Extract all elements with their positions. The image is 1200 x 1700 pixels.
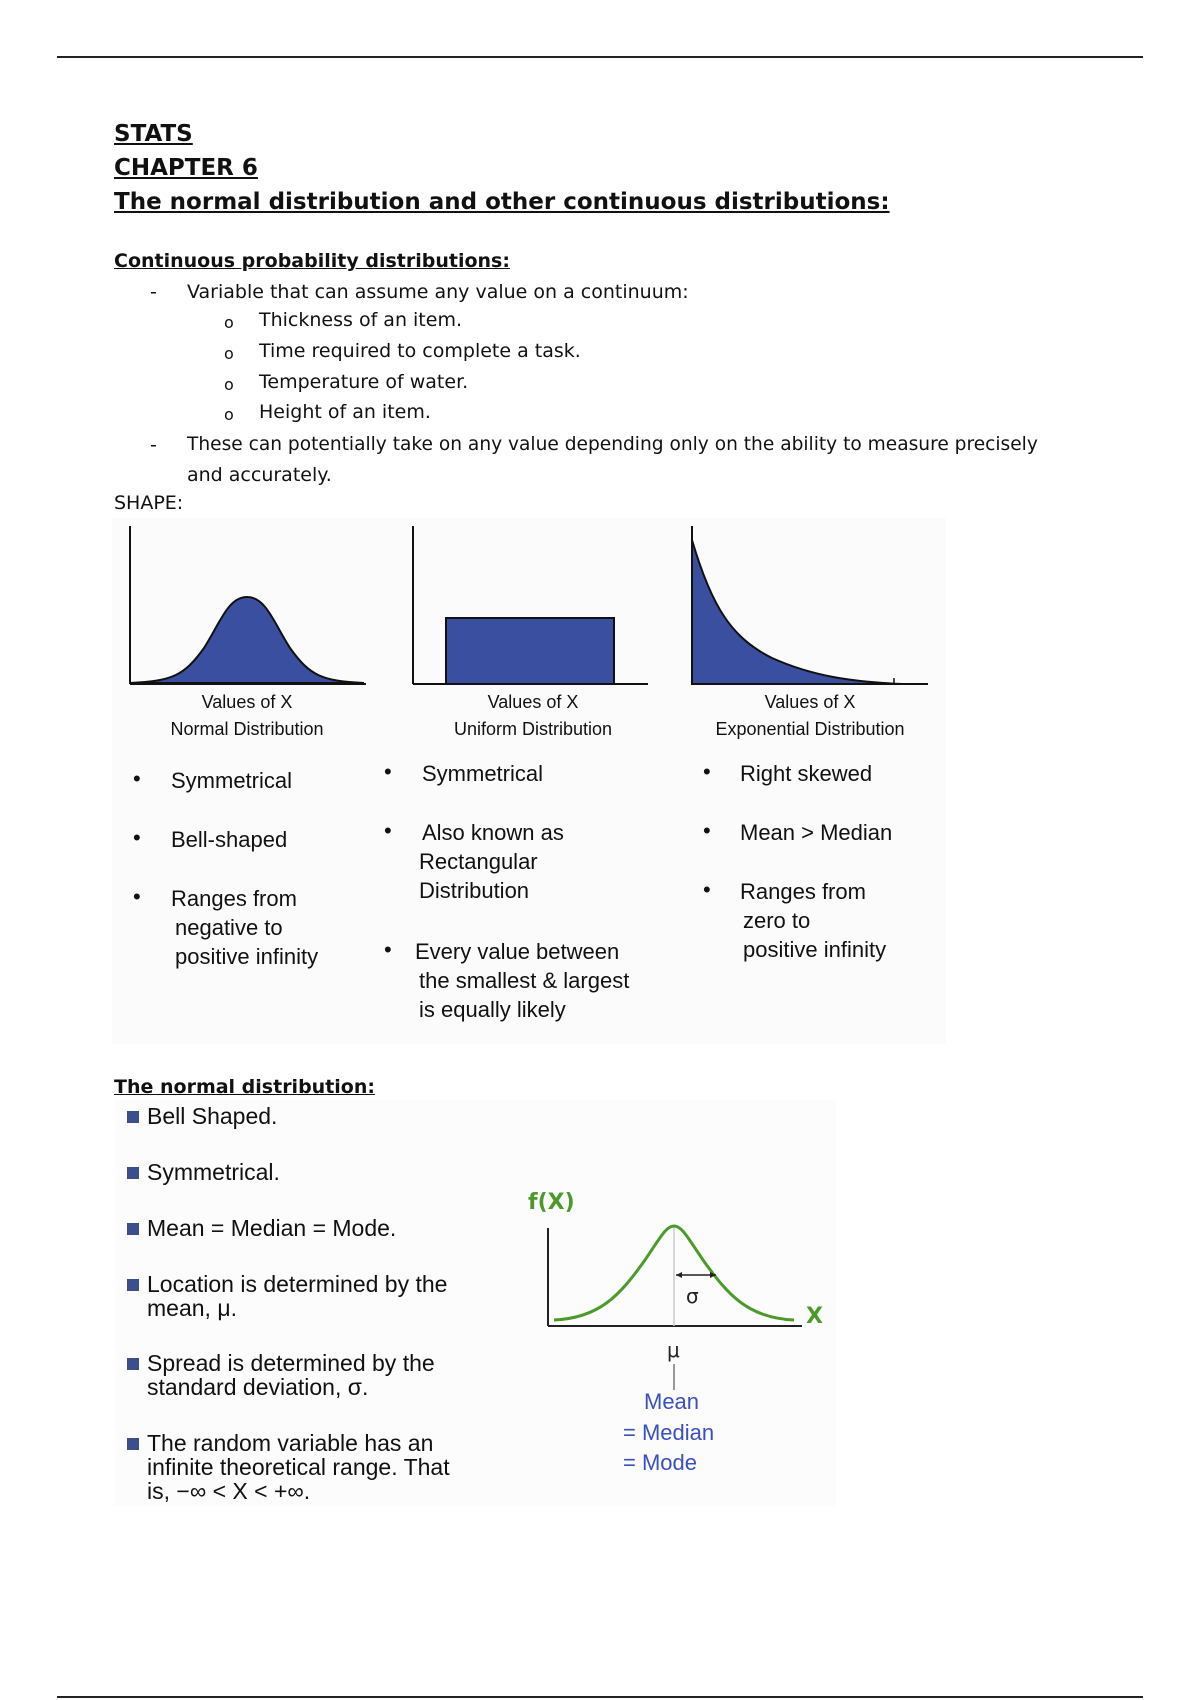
mean-label: Mean: [644, 1389, 700, 1414]
normal-figure: [130, 526, 366, 684]
continuous-bullet-2-line1: These can potentially take on any value depending only on the ability to measure precisely: [187, 434, 1038, 455]
bullet-dot: •: [133, 884, 141, 909]
normal-item-6-line2: infinite theoretical range. That: [147, 1454, 450, 1480]
dash-bullet: -: [150, 281, 157, 303]
sigma-label: σ: [686, 1284, 699, 1308]
square-bullet: [127, 1110, 139, 1128]
sigma-arrow-head-left: [676, 1272, 682, 1278]
square-bullet: [127, 1166, 139, 1184]
median-label: = Median: [623, 1420, 715, 1445]
square-bullet: [127, 1278, 139, 1296]
uniform-bullet-2-line2: Rectangular: [419, 849, 538, 874]
normal-item-3: Mean = Median = Mode.: [147, 1215, 397, 1241]
exponential-bullet-3-line2: zero to: [743, 908, 811, 933]
uniform-figure: [413, 526, 648, 684]
exponential-bullet-3-line3: positive infinity: [743, 937, 887, 962]
square-bullet: [127, 1357, 139, 1375]
normal-bullet-2: Bell-shaped: [171, 827, 288, 852]
exponential-bullet-3-line1: Ranges from: [740, 879, 866, 904]
square-bullet: [127, 1222, 139, 1240]
doc-title-stats: STATS: [114, 121, 193, 147]
circle-bullet: o: [224, 375, 234, 394]
exponential-bullet-2: Mean > Median: [740, 820, 893, 845]
sub-item-1: Thickness of an item.: [259, 309, 462, 331]
uniform-caption: Uniform Distribution: [453, 719, 613, 739]
sub-item-3: Temperature of water.: [259, 371, 469, 393]
exponential-caption: Exponential Distribution: [715, 719, 905, 739]
uniform-bullet-1: Symmetrical: [422, 761, 544, 786]
exponential-axis-label: Values of X: [764, 692, 856, 712]
uniform-axis-label: Values of X: [487, 692, 579, 712]
circle-bullet: o: [224, 344, 234, 363]
normal-caption: Normal Distribution: [170, 719, 324, 739]
normal-item-1: Bell Shaped.: [147, 1103, 278, 1129]
top-rule: [57, 56, 1143, 58]
normal-bullet-3-line1: Ranges from: [171, 886, 297, 911]
normal-bullet-3-line3: positive infinity: [175, 944, 319, 969]
doc-title-chapter: CHAPTER 6: [114, 155, 258, 181]
normal-curve-fill: [130, 597, 364, 683]
uniform-bullet-3-line3: is equally likely: [419, 997, 566, 1022]
continuous-bullet-1: Variable that can assume any value on a continuum:: [187, 281, 689, 303]
continuous-heading: Continuous probability distributions:: [114, 250, 510, 272]
shape-figures: [112, 518, 946, 748]
normal-item-6-line3: is, −∞ < X < +∞.: [147, 1478, 311, 1504]
shape-label: SHAPE:: [114, 492, 184, 514]
x-axis-label: X: [806, 1304, 823, 1329]
normal-item-4-line2: mean, μ.: [147, 1295, 237, 1321]
normal-item-5-line2: standard deviation, σ.: [147, 1374, 369, 1400]
normal-item-2: Symmetrical.: [147, 1159, 280, 1185]
bullet-dot: •: [384, 937, 392, 962]
bullet-dot: •: [133, 825, 141, 850]
bullet-dot: •: [703, 759, 711, 784]
mu-label: μ: [667, 1338, 680, 1362]
sub-item-4: Height of an item.: [259, 401, 431, 423]
bullet-dot: •: [133, 766, 141, 791]
circle-bullet: o: [224, 313, 234, 332]
circle-bullet: o: [224, 405, 234, 424]
mu-arrow: [673, 1364, 675, 1390]
bullet-dot: •: [703, 877, 711, 902]
uniform-bullet-3-line2: the smallest & largest: [419, 968, 630, 993]
normal-bullet-1: Symmetrical: [171, 768, 293, 793]
normal-bullet-3-line2: negative to: [175, 915, 283, 940]
exponential-figure: [692, 526, 928, 684]
uniform-bullet-2-line3: Distribution: [419, 878, 530, 903]
exponential-curve-fill: [692, 540, 902, 684]
uniform-bullet-2-line1: Also known as: [422, 820, 564, 845]
bullet-dot: •: [384, 759, 392, 784]
normal-item-4-line1: Location is determined by the: [147, 1271, 448, 1297]
normal-section-heading: The normal distribution:: [114, 1076, 375, 1098]
normal-axis-label: Values of X: [201, 692, 293, 712]
bullet-dot: •: [703, 818, 711, 843]
uniform-rect: [446, 618, 614, 684]
dash-bullet: -: [150, 434, 157, 456]
doc-title-topic: The normal distribution and other continuous distributions:: [114, 189, 890, 215]
y-axis-label: f(X): [528, 1190, 575, 1215]
bullet-dot: •: [384, 818, 392, 843]
bottom-rule: [57, 1696, 1143, 1698]
uniform-bullet-3-line1: Every value between: [415, 939, 620, 964]
sub-item-2: Time required to complete a task.: [259, 340, 581, 362]
normal-item-5-line1: Spread is determined by the: [147, 1350, 435, 1376]
continuous-bullet-2-line2: and accurately.: [187, 464, 332, 486]
normal-item-6-line1: The random variable has an: [147, 1430, 434, 1456]
square-bullet: [127, 1437, 139, 1455]
exponential-bullet-1: Right skewed: [740, 761, 873, 786]
mode-label: = Mode: [623, 1450, 697, 1475]
